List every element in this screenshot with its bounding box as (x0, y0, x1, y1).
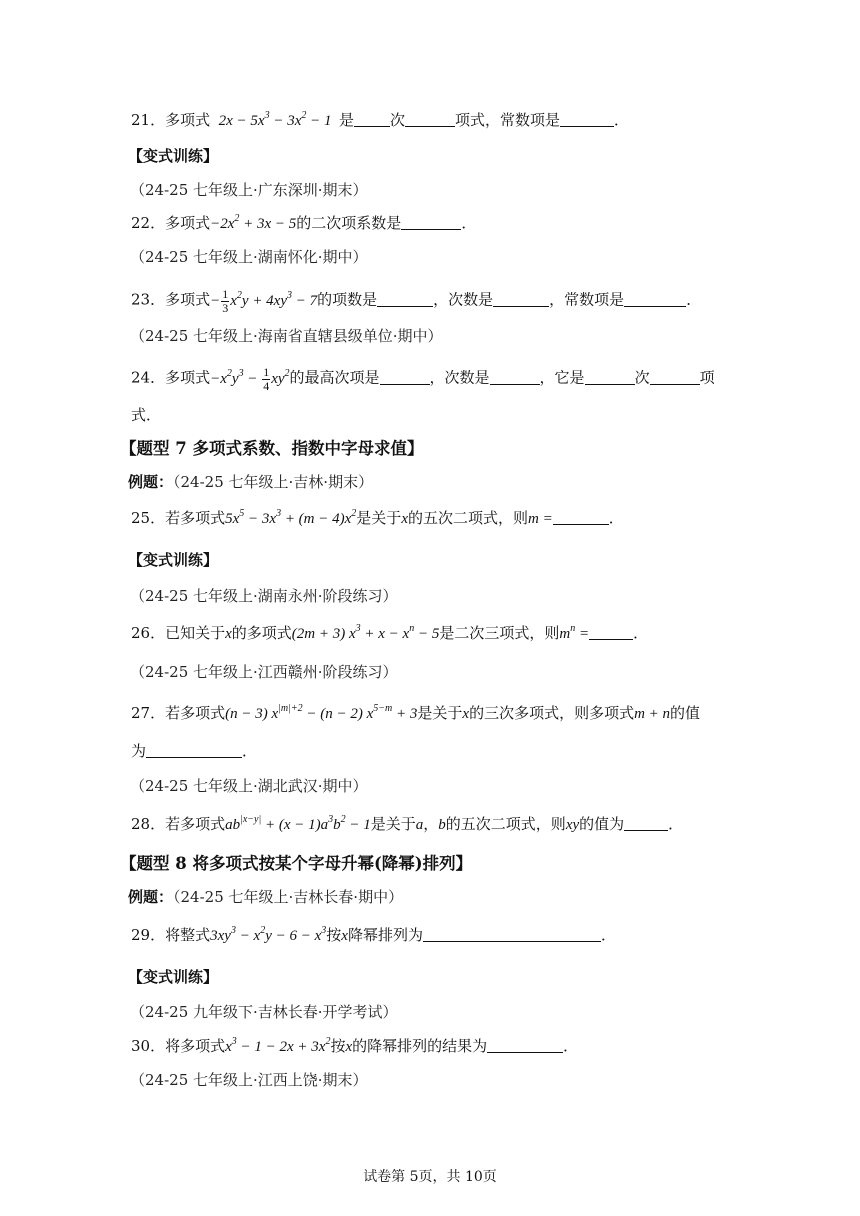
question-27-continued: 为 ． (131, 742, 258, 760)
formula-22: $-2x^2 + 3x - 5$ (210, 213, 297, 232)
question-25: 25．若多项式$5x^5 - 3x^3 + (m - 4)x^2$是关于x的五次二项式，则m = ． (131, 508, 624, 527)
source-note: （24-25 九年级下·吉林长春·开学考试） (130, 1003, 398, 1021)
question-28: 28．若多项式$ab^{|x-y|} + (x - 1)a^3b^2 - 1$是关于a，b的五次二项式，则xy的值为 ． (131, 814, 684, 833)
formula-25b: m = (528, 511, 553, 527)
question-24: 24．多项式$-x^2y^3$ − $\frac{1}{4}$ $xy^2$的最高次项是 ，次数是 ，它是 次 项 (131, 365, 715, 393)
question-21: 21．多项式 $2x - 5x^3 - 3x^2 - 1$ 是 次 项式，常数项是 ． (131, 110, 630, 129)
answer-blank[interactable] (490, 371, 540, 385)
answer-blank[interactable] (487, 1039, 563, 1053)
formula-28: $ab^{|x-y|} + (x - 1)a^3b^2 - 1$ (225, 814, 371, 833)
answer-blank[interactable] (624, 293, 686, 307)
variant-label: 【变式训练】 (128, 147, 219, 165)
question-22: 22．多项式$-2x^2 + 3x - 5$的二次项系数是 ． (131, 213, 477, 232)
question-26: 26．已知关于x的多项式(2m + 3) $x^3 + x - x^n - 5$是二次三项式，则$m^n$ = ． (131, 623, 649, 642)
answer-blank[interactable] (377, 293, 433, 307)
source-note: （24-25 七年级上·广东深圳·期末） (130, 181, 368, 199)
question-23: 23．多项式− $\frac{1}{3}$ $x^2y + 4xy^3 - 7$的项数是 ，次数是 ，常数项是 ． (131, 287, 702, 315)
formula-27: (n − 3) $x^{|m|+2} - (n - 2) x^{5-m} + 3$ (225, 703, 418, 722)
formula-26: (2m + 3) $x^3 + x - x^n - 5$ (291, 623, 440, 642)
section-heading-8: 【题型 8 将多项式按某个字母升幂(降幂)排列】 (120, 854, 473, 873)
answer-blank[interactable] (553, 511, 609, 525)
question-30: 30．将多项式$x^3 - 1 - 2x + 3x^2$按x的降幂排列的结果为 ． (131, 1036, 579, 1055)
source-note: （24-25 七年级上·江西赣州·阶段练习） (130, 663, 398, 681)
formula-21: $2x - 5x^3 - 3x^2 - 1$ (214, 110, 339, 129)
formula-27b: m + n (634, 706, 671, 722)
formula-26b: $m^n$ = (559, 623, 590, 642)
answer-blank[interactable] (585, 371, 635, 385)
source-note: （24-25 七年级上·海南省直辖县级单位·期中） (130, 327, 443, 345)
answer-blank[interactable] (493, 293, 549, 307)
formula-24: $-x^2y^3$ − $\frac{1}{4}$ $xy^2$ (210, 365, 290, 393)
answer-blank[interactable] (354, 113, 390, 127)
answer-blank[interactable] (650, 371, 700, 385)
variant-label: 【变式训练】 (128, 968, 219, 986)
answer-blank[interactable] (380, 371, 430, 385)
question-29: 29．将整式$3xy^3 - x^2y - 6 - x^3$按x降幂排列为 ． (131, 925, 616, 944)
formula-28b: xy (565, 817, 580, 833)
example-line: 例题：（24-25 七年级上·吉林·期末） (128, 473, 374, 491)
example-line: 例题：（24-25 七年级上·吉林长春·期中） (128, 888, 404, 906)
page-footer: 试卷第 5页，共 10页 (363, 1169, 497, 1185)
source-note: （24-25 七年级上·湖南怀化·期中） (130, 248, 368, 266)
formula-23: − $\frac{1}{3}$ $x^2y + 4xy^3 - 7$ (210, 287, 318, 315)
source-note: （24-25 七年级上·湖南永州·阶段练习） (130, 587, 398, 605)
answer-blank[interactable] (624, 817, 668, 831)
formula-30: $x^3 - 1 - 2x + 3x^2$ (225, 1036, 331, 1055)
answer-blank[interactable] (401, 216, 461, 230)
formula-29: $3xy^3 - x^2y - 6 - x^3$ (210, 925, 327, 944)
source-note: （24-25 七年级上·湖北武汉·期中） (130, 777, 368, 795)
question-27: 27．若多项式(n − 3) $x^{|m|+2} - (n - 2) x^{5-m} + 3$是关于x的三次多项式，则多项式m + n的值 (131, 703, 701, 722)
section-heading-7: 【题型 7 多项式系数、指数中字母求值】 (120, 439, 424, 458)
answer-blank[interactable] (560, 113, 614, 127)
answer-blank[interactable] (405, 113, 455, 127)
variant-label: 【变式训练】 (128, 551, 219, 569)
question-24-continued: 式． (131, 406, 162, 424)
answer-blank[interactable] (146, 744, 242, 758)
source-note: （24-25 七年级上·江西上饶·期末） (130, 1071, 368, 1089)
answer-blank[interactable] (589, 626, 633, 640)
formula-25: $5x^5 - 3x^3 + (m - 4)x^2$ (225, 508, 357, 527)
answer-blank[interactable] (423, 928, 601, 942)
